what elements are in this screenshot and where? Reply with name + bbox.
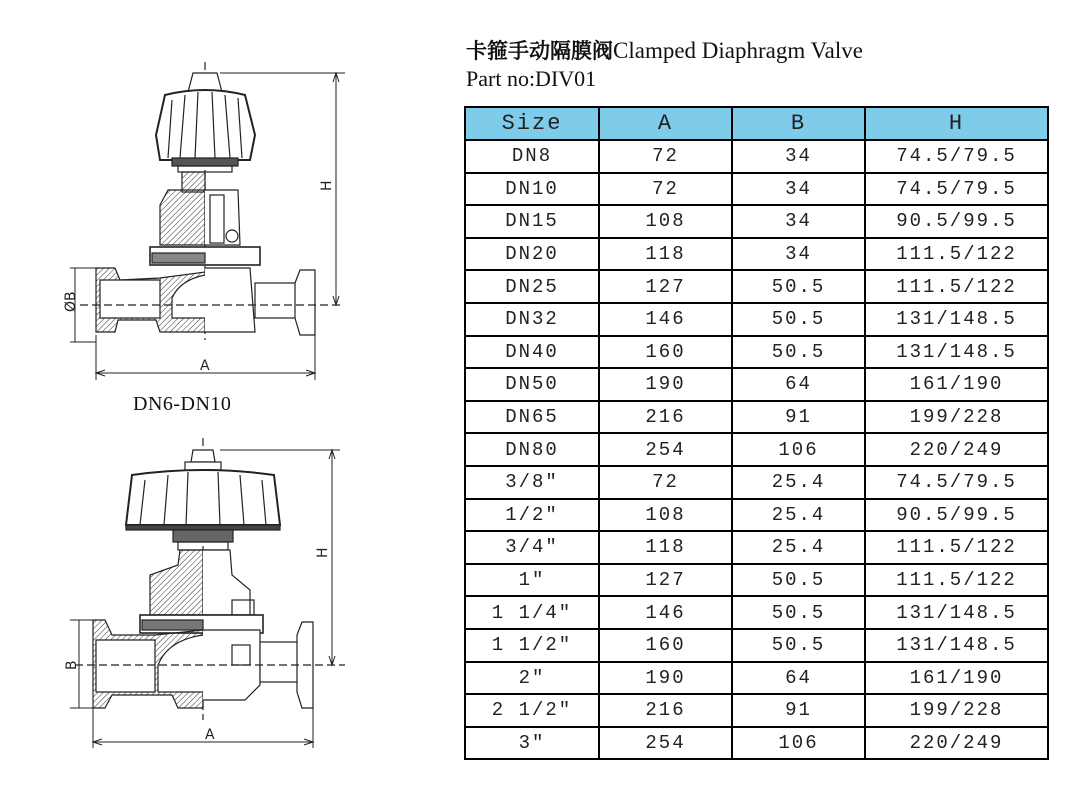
cell-a: 72 [599, 173, 732, 206]
cell-a: 118 [599, 531, 732, 564]
drawing-caption: DN6-DN10 [133, 393, 232, 415]
cell-a: 127 [599, 564, 732, 597]
cell-b: 25.4 [732, 531, 865, 564]
cell-h: 111.5/122 [865, 564, 1048, 597]
column-header-size: Size [465, 107, 599, 140]
cell-h: 220/249 [865, 727, 1048, 760]
cell-b: 64 [732, 368, 865, 401]
cell-b: 106 [732, 727, 865, 760]
cell-b: 91 [732, 401, 865, 434]
page-title [466, 38, 863, 64]
cell-h: 131/148.5 [865, 596, 1048, 629]
column-header-h: H [865, 107, 1048, 140]
cell-size: 3/8″ [465, 466, 599, 499]
cell-size: 1 1/4″ [465, 596, 599, 629]
cell-h: 74.5/79.5 [865, 466, 1048, 499]
cell-size: 1 1/2″ [465, 629, 599, 662]
table-row [465, 205, 1048, 238]
table-row [465, 303, 1048, 336]
cell-size: DN32 [465, 303, 599, 336]
cell-a: 216 [599, 401, 732, 434]
cell-a: 160 [599, 336, 732, 369]
cell-b: 50.5 [732, 336, 865, 369]
table-row [465, 238, 1048, 271]
cell-h: 161/190 [865, 662, 1048, 695]
cell-b: 25.4 [732, 466, 865, 499]
cell-a: 190 [599, 662, 732, 695]
cell-size: DN40 [465, 336, 599, 369]
cell-a: 108 [599, 499, 732, 532]
cell-a: 72 [599, 466, 732, 499]
cell-b: 50.5 [732, 596, 865, 629]
cell-b: 50.5 [732, 303, 865, 336]
cell-b: 64 [732, 662, 865, 695]
dim-a-label: A [205, 727, 215, 743]
table-row [465, 499, 1048, 532]
table-row [465, 368, 1048, 401]
cell-h: 111.5/122 [865, 270, 1048, 303]
part-number: Part no:DIV01 [466, 66, 597, 91]
cell-h: 90.5/99.5 [865, 205, 1048, 238]
table-row [465, 140, 1048, 173]
cell-size: DN25 [465, 270, 599, 303]
table-row [465, 270, 1048, 303]
cell-size: DN15 [465, 205, 599, 238]
table-row [465, 564, 1048, 597]
table-row [465, 173, 1048, 206]
cell-size: DN50 [465, 368, 599, 401]
cell-a: 72 [599, 140, 732, 173]
valve-drawing-small [60, 40, 360, 390]
column-header-b: B [732, 107, 865, 140]
cell-b: 34 [732, 205, 865, 238]
cell-a: 190 [599, 368, 732, 401]
cell-a: 127 [599, 270, 732, 303]
cell-h: 131/148.5 [865, 629, 1048, 662]
cell-a: 216 [599, 694, 732, 727]
cell-b: 50.5 [732, 270, 865, 303]
cell-h: 131/148.5 [865, 336, 1048, 369]
table-row [465, 401, 1048, 434]
table-row [465, 336, 1048, 369]
cell-b: 50.5 [732, 629, 865, 662]
cell-h: 131/148.5 [865, 303, 1048, 336]
cell-b: 34 [732, 238, 865, 271]
cell-size: 2 1/2″ [465, 694, 599, 727]
column-header-a: A [599, 107, 732, 140]
dim-h-label: H [315, 547, 331, 558]
cell-size: 1″ [465, 564, 599, 597]
cell-a: 254 [599, 727, 732, 760]
table-row [465, 466, 1048, 499]
cell-h: 74.5/79.5 [865, 173, 1048, 206]
cell-b: 106 [732, 433, 865, 466]
cell-size: DN20 [465, 238, 599, 271]
cell-size: 3″ [465, 727, 599, 760]
dim-b-label: ØB [63, 291, 79, 312]
valve-drawing-large [60, 430, 360, 760]
cell-size: 2″ [465, 662, 599, 695]
cell-h: 199/228 [865, 694, 1048, 727]
cell-size: DN10 [465, 173, 599, 206]
cell-b: 34 [732, 173, 865, 206]
cell-b: 91 [732, 694, 865, 727]
dim-h-label: H [319, 180, 335, 191]
cell-b: 25.4 [732, 499, 865, 532]
title-english: Clamped Diaphragm Valve [613, 38, 863, 63]
table-row [465, 433, 1048, 466]
table-row [465, 596, 1048, 629]
cell-a: 160 [599, 629, 732, 662]
cell-size: DN65 [465, 401, 599, 434]
cell-a: 118 [599, 238, 732, 271]
cell-size: 3/4″ [465, 531, 599, 564]
cell-h: 111.5/122 [865, 531, 1048, 564]
cell-a: 108 [599, 205, 732, 238]
cell-b: 50.5 [732, 564, 865, 597]
cell-size: 1/2″ [465, 499, 599, 532]
cell-h: 74.5/79.5 [865, 140, 1048, 173]
dim-a-label: A [200, 358, 210, 374]
dimension-table [464, 106, 1049, 760]
cell-b: 34 [732, 140, 865, 173]
cell-h: 111.5/122 [865, 238, 1048, 271]
cell-size: DN80 [465, 433, 599, 466]
table-row [465, 694, 1048, 727]
cell-a: 146 [599, 596, 732, 629]
table-row [465, 727, 1048, 760]
cell-h: 220/249 [865, 433, 1048, 466]
dim-b-label: B [64, 660, 80, 670]
title-chinese: 卡箍手动隔膜阀 [466, 39, 613, 63]
table-header-row [465, 107, 1048, 140]
cell-h: 90.5/99.5 [865, 499, 1048, 532]
cell-h: 161/190 [865, 368, 1048, 401]
cell-h: 199/228 [865, 401, 1048, 434]
cell-a: 146 [599, 303, 732, 336]
cell-a: 254 [599, 433, 732, 466]
cell-size: DN8 [465, 140, 599, 173]
table-row [465, 662, 1048, 695]
table-row [465, 531, 1048, 564]
table-row [465, 629, 1048, 662]
